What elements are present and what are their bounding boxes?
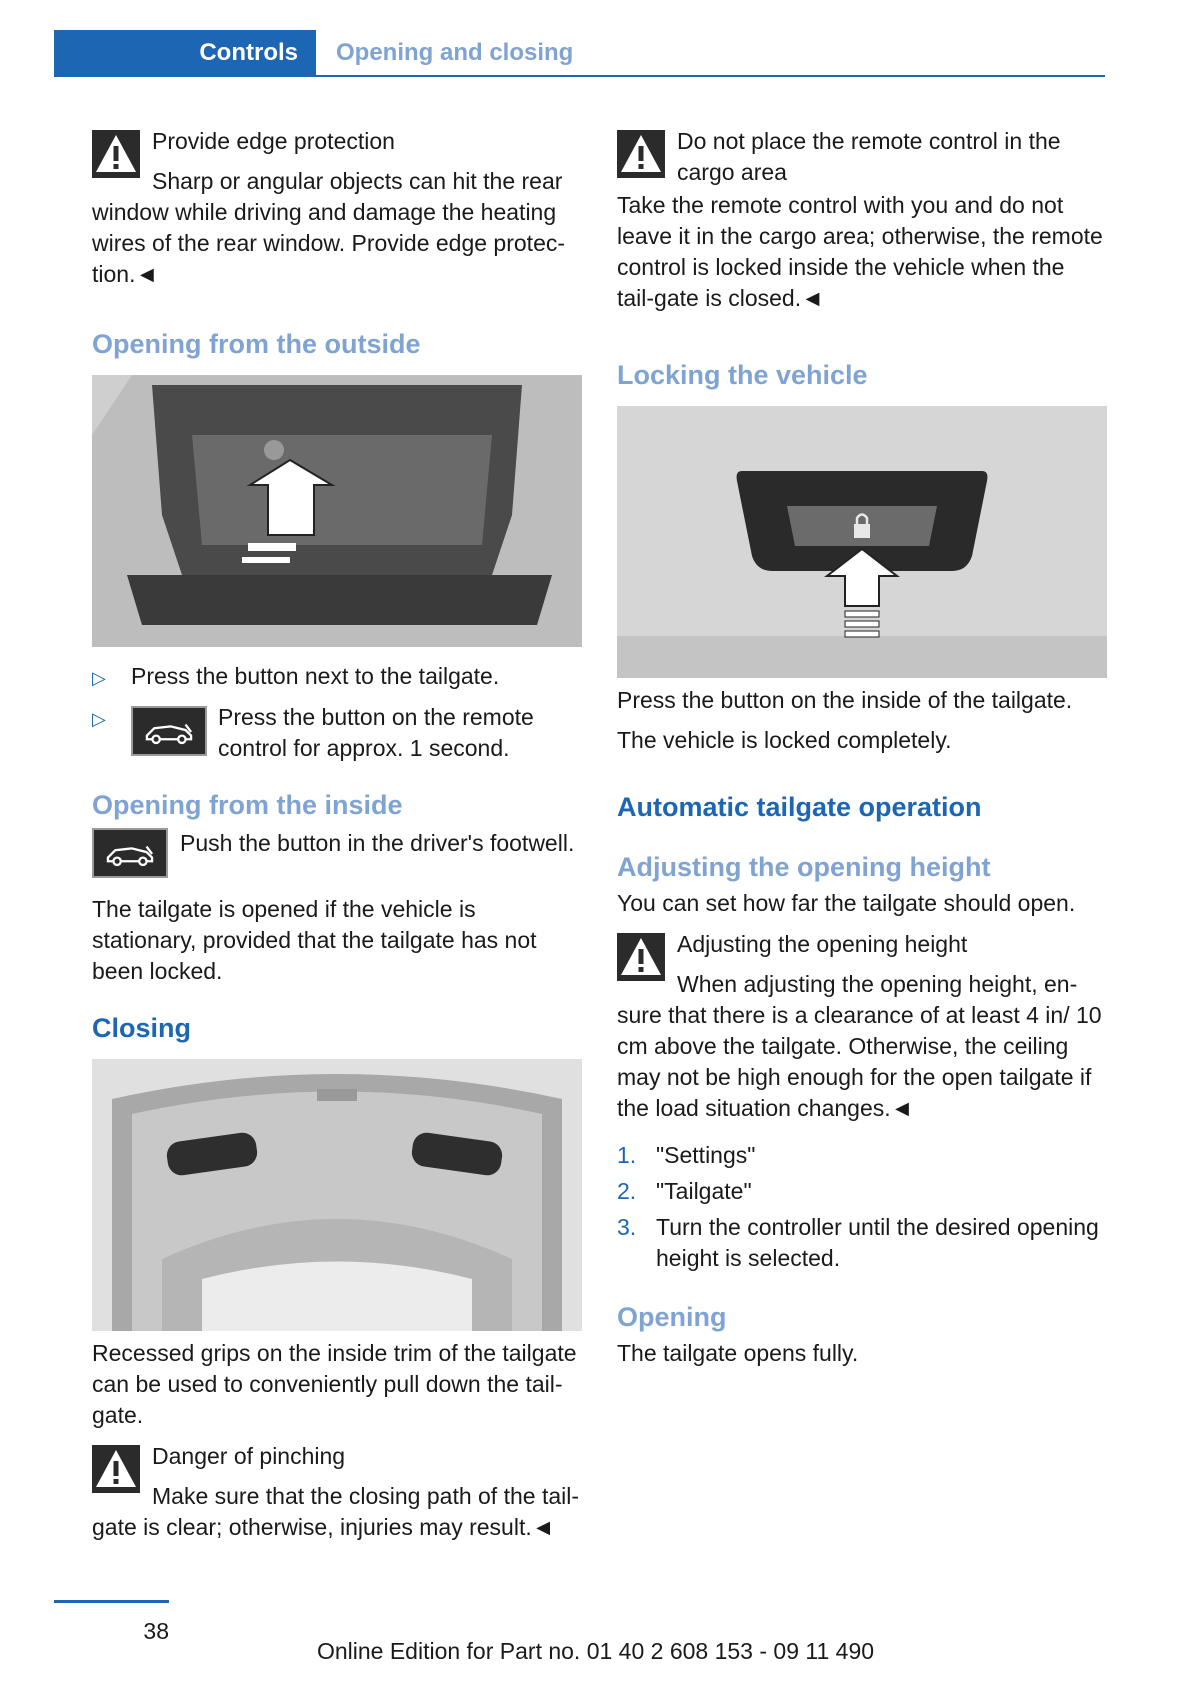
heading-opening-inside: Opening from the inside [92, 790, 403, 820]
warning-body: Sharp or angular objects can hit the rear window while driving and damage the heating wires of the rear window. Provide edge protec-tion.◄ [92, 168, 566, 287]
warning-pinching [92, 1441, 582, 1543]
figure-tailgate-exterior [92, 375, 582, 647]
step-number: 1. [617, 1142, 637, 1168]
step-text: "Tailgate" [656, 1178, 752, 1204]
warning-title: Danger of pinching [152, 1443, 346, 1469]
header-chapter-label: Opening and closing [336, 39, 574, 66]
heading-locking: Locking the vehicle [617, 360, 868, 390]
adjusting-intro: You can set how far the tailgate should open. [617, 890, 1076, 916]
heading-opening-outside: Opening from the outside [92, 329, 421, 359]
list-item [92, 661, 582, 692]
warning-title: Provide edge protection [152, 128, 395, 154]
warning-remote-cargo [617, 126, 1107, 188]
warning-title: Do not place the remote control in the cargo area [677, 128, 1061, 185]
instruction-text: Push the button in the driver's footwell. [180, 830, 575, 856]
opening-inside-instruction [92, 828, 582, 878]
step-text: "Settings" [656, 1142, 756, 1168]
bullet-triangle-icon: ▷ [92, 709, 106, 729]
closing-text: Recessed grips on the inside trim of the tailgate can be used to conveniently pull down the tail-gate. [92, 1340, 577, 1428]
bullet-triangle-icon: ▷ [92, 668, 106, 688]
header-section-label: Controls [199, 39, 298, 66]
warning-body: When adjusting the opening height, en-sure that there is a clearance of at least 4 in/ 10 cm above the tailgate. Otherwise, the ceiling may not be high enough for the open tailgate if the load situation changes.◄ [617, 971, 1102, 1121]
warning-edge-protection [92, 126, 582, 290]
list-item-text: Press the button on the remote control for approx. 1 second. [218, 704, 534, 761]
figure-tailgate-interior [92, 1059, 582, 1331]
warning-triangle-icon [92, 130, 140, 178]
locking-text-2: The vehicle is locked completely. [617, 727, 952, 753]
warning-triangle-icon [92, 1445, 140, 1493]
adjusting-steps [617, 1140, 1107, 1274]
tailgate-car-icon [131, 706, 207, 756]
header-rule [54, 75, 1105, 77]
warning-body: Take the remote control with you and do not leave it in the cargo area; otherwise, the remote control is locked inside the vehicle when the tail-gate is closed.◄ [617, 192, 1103, 311]
heading-adjusting: Adjusting the opening height [617, 852, 991, 882]
warning-triangle-icon [617, 933, 665, 981]
heading-closing: Closing [92, 1013, 191, 1043]
tailgate-car-icon [92, 828, 168, 878]
right-column [617, 126, 1107, 1369]
step-text: Turn the controller until the desired opening height is selected. [656, 1214, 1099, 1271]
figure-lock-button [617, 406, 1107, 678]
footer-rule [54, 1600, 169, 1603]
opening-inside-note: The tailgate is opened if the vehicle is stationary, provided that the tailgate has not been locked. [92, 896, 537, 984]
list-item-text: Press the button next to the tailgate. [131, 663, 500, 689]
opening-outside-list [92, 661, 582, 764]
left-column [92, 126, 582, 1543]
step-item [617, 1140, 1107, 1171]
warning-triangle-icon [617, 130, 665, 178]
edition-note: Online Edition for Part no. 01 40 2 608 153 - 09 11 490 [316, 1638, 875, 1664]
step-number: 2. [617, 1178, 637, 1204]
heading-automatic: Automatic tailgate operation [617, 792, 982, 822]
list-item [92, 702, 582, 764]
warning-opening-height [617, 929, 1107, 1124]
step-number: 3. [617, 1214, 637, 1240]
opening-text: The tailgate opens fully. [617, 1340, 859, 1366]
warning-title: Adjusting the opening height [677, 931, 968, 957]
step-item [617, 1212, 1107, 1274]
step-item [617, 1176, 1107, 1207]
page-number: 38 [143, 1618, 169, 1644]
warning-body: Make sure that the closing path of the tail-gate is clear; otherwise, injuries may result.◄ [92, 1483, 580, 1540]
heading-opening: Opening [617, 1302, 727, 1332]
locking-text-1: Press the button on the inside of the tailgate. [617, 687, 1073, 713]
